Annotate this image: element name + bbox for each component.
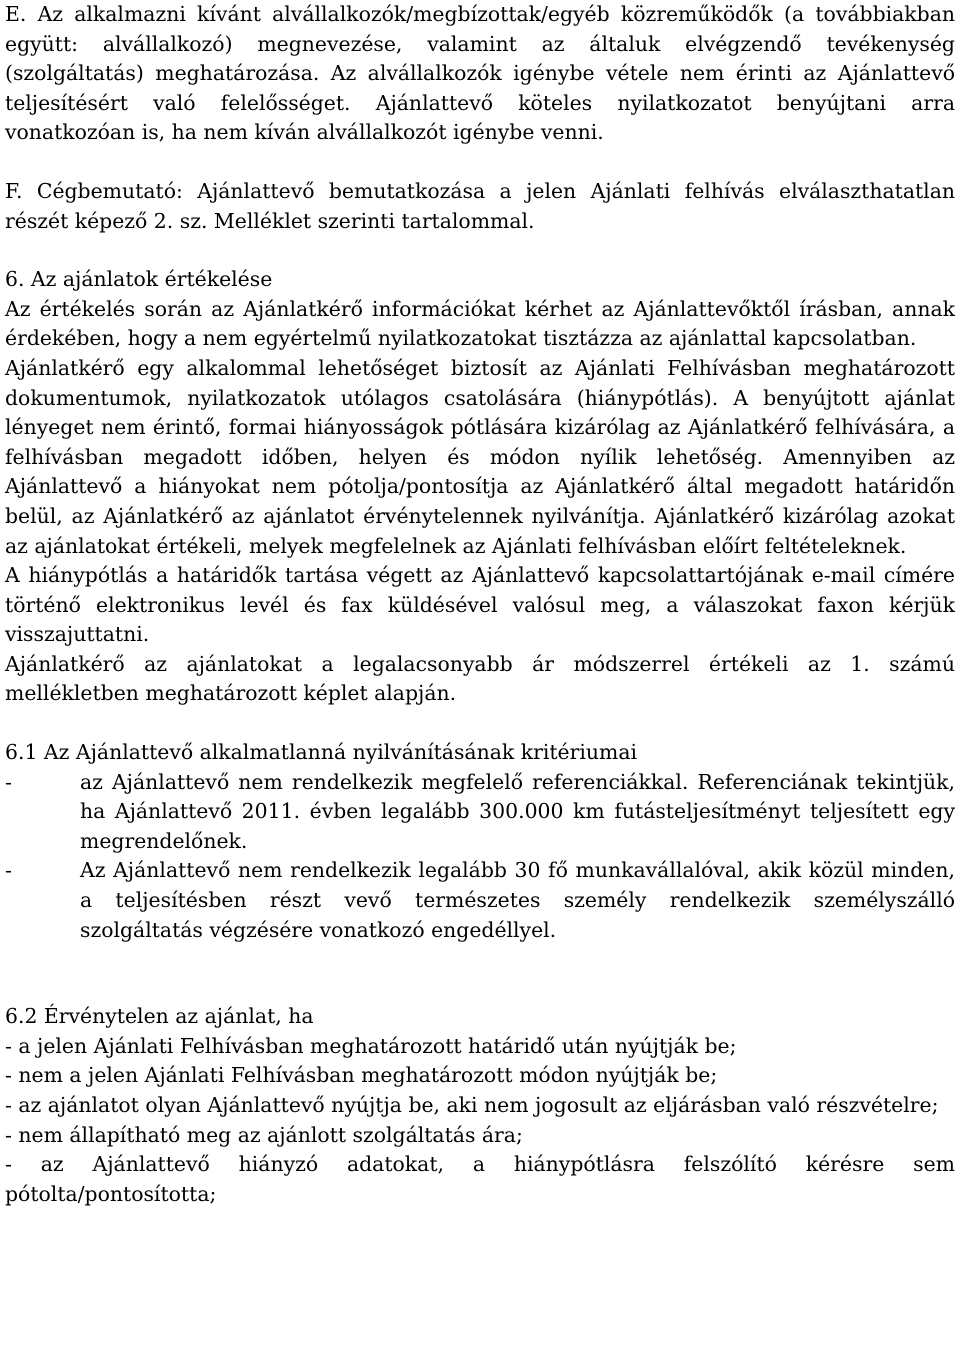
invalidity-list: [5, 1032, 955, 1210]
section-6-paragraph-2: Ajánlatkérő egy alkalommal lehetőséget biztosít az Ajánlati Felhívásban meghatározott dokumentumok, nyilatkozatok utólagos csatolására (hiánypótlás). A benyújtott ajánlat lényeget nem érintő, formai hiányosságok pótlására kizárólag az Ajánlatkérő felhívására, a felhívásban megadott időben, helyen és módon nyílik lehetőség. Amennyiben az Ajánlattevő a hiányokat nem pótolja/pontosítja az Ajánlatkérő által megadott határidőn belül, az Ajánlatkérő az ajánlatot érvénytelennek nyilvánítja. Ajánlatkérő kizárólag azokat az ajánlatokat értékeli, melyek megfelelnek az Ajánlati felhívásban előírt feltételeknek.: [5, 355, 955, 558]
criteria-item: [5, 856, 955, 945]
section-6-2-heading: 6.2 Érvénytelen az ajánlat, ha: [5, 1004, 314, 1029]
invalidity-item: - a jelen Ajánlati Felhívásban meghatározott határidő után nyújtják be;: [5, 1033, 737, 1058]
section-6-paragraph-3: A hiánypótlás a határidők tartása végett az Ajánlattevő kapcsolattartójának e-mail címére történő elektronikus levél és fax küldésével valósul meg, a válaszokat faxon kérjük visszajuttatni.: [5, 563, 955, 647]
invalidity-item: - nem állapítható meg az ajánlott szolgáltatás ára;: [5, 1122, 523, 1147]
section-e-paragraph: E. Az alkalmazni kívánt alvállalkozók/megbízottak/egyéb közreműködők (a továbbiakban együtt: alvállalkozó) megnevezése, valamint az általuk elvégzendő tevékenység (szolgáltatás) meghatározása. Az alvállalkozók igénybe vétele nem érinti az Ajánlattevő teljesítésért való felelősséget. Ajánlattevő köteles nyilatkozatot benyújtani arra vonatkozóan is, ha nem kíván alvállalkozót igénybe venni.: [5, 2, 955, 145]
invalidity-item: - az Ajánlattevő hiányzó adatokat, a hiánypótlásra felszólító kérésre sem pótolta/pontosította;: [5, 1152, 955, 1206]
section-6-1-heading: 6.1 Az Ajánlattevő alkalmatlanná nyilvánításának kritériumai: [5, 740, 638, 765]
section-6-paragraph-1: Az értékelés során az Ajánlatkérő információkat kérhet az Ajánlattevőktől írásban, annak érdekében, hogy a nem egyértelmű nyilatkozatokat tisztázza az ajánlattal kapcsolatban.: [5, 296, 955, 351]
list-dash: -: [5, 858, 12, 883]
section-6-paragraph-4: Ajánlatkérő az ajánlatokat a legalacsonyabb ár módszerrel értékeli az 1. számú mellékletben meghatározott képlet alapján.: [5, 651, 955, 706]
section-6-heading: 6. Az ajánlatok értékelése: [5, 267, 273, 292]
document-page: [5, 0, 955, 1209]
list-dash: -: [5, 769, 12, 794]
section-f-paragraph: F. Cégbemutató: Ajánlattevő bemutatkozása a jelen Ajánlati felhívás elválaszthatatlan részét képező 2. sz. Melléklet szerinti tartalommal.: [5, 178, 955, 233]
invalidity-item: - az ajánlatot olyan Ajánlattevő nyújtja be, aki nem jogosult az eljárásban való részvételre;: [5, 1093, 939, 1117]
criteria-item: [5, 768, 955, 857]
criteria-item-text: az Ajánlattevő nem rendelkezik megfelelő referenciákkal. Referenciának tekintjük, ha Ajánlattevő 2011. évben legalább 300.000 km futásteljesítményt teljesített egy megrendelőnek.: [80, 769, 955, 853]
invalidity-item: - nem a jelen Ajánlati Felhívásban meghatározott módon nyújtják be;: [5, 1063, 718, 1088]
criteria-item-text: Az Ajánlattevő nem rendelkezik legalább 30 fő munkavállalóval, akik közül minden, a teljesítésben részt vevő természetes személy rendelkezik személyszálló szolgáltatás végzésére vonatkozó engedéllyel.: [80, 858, 955, 942]
